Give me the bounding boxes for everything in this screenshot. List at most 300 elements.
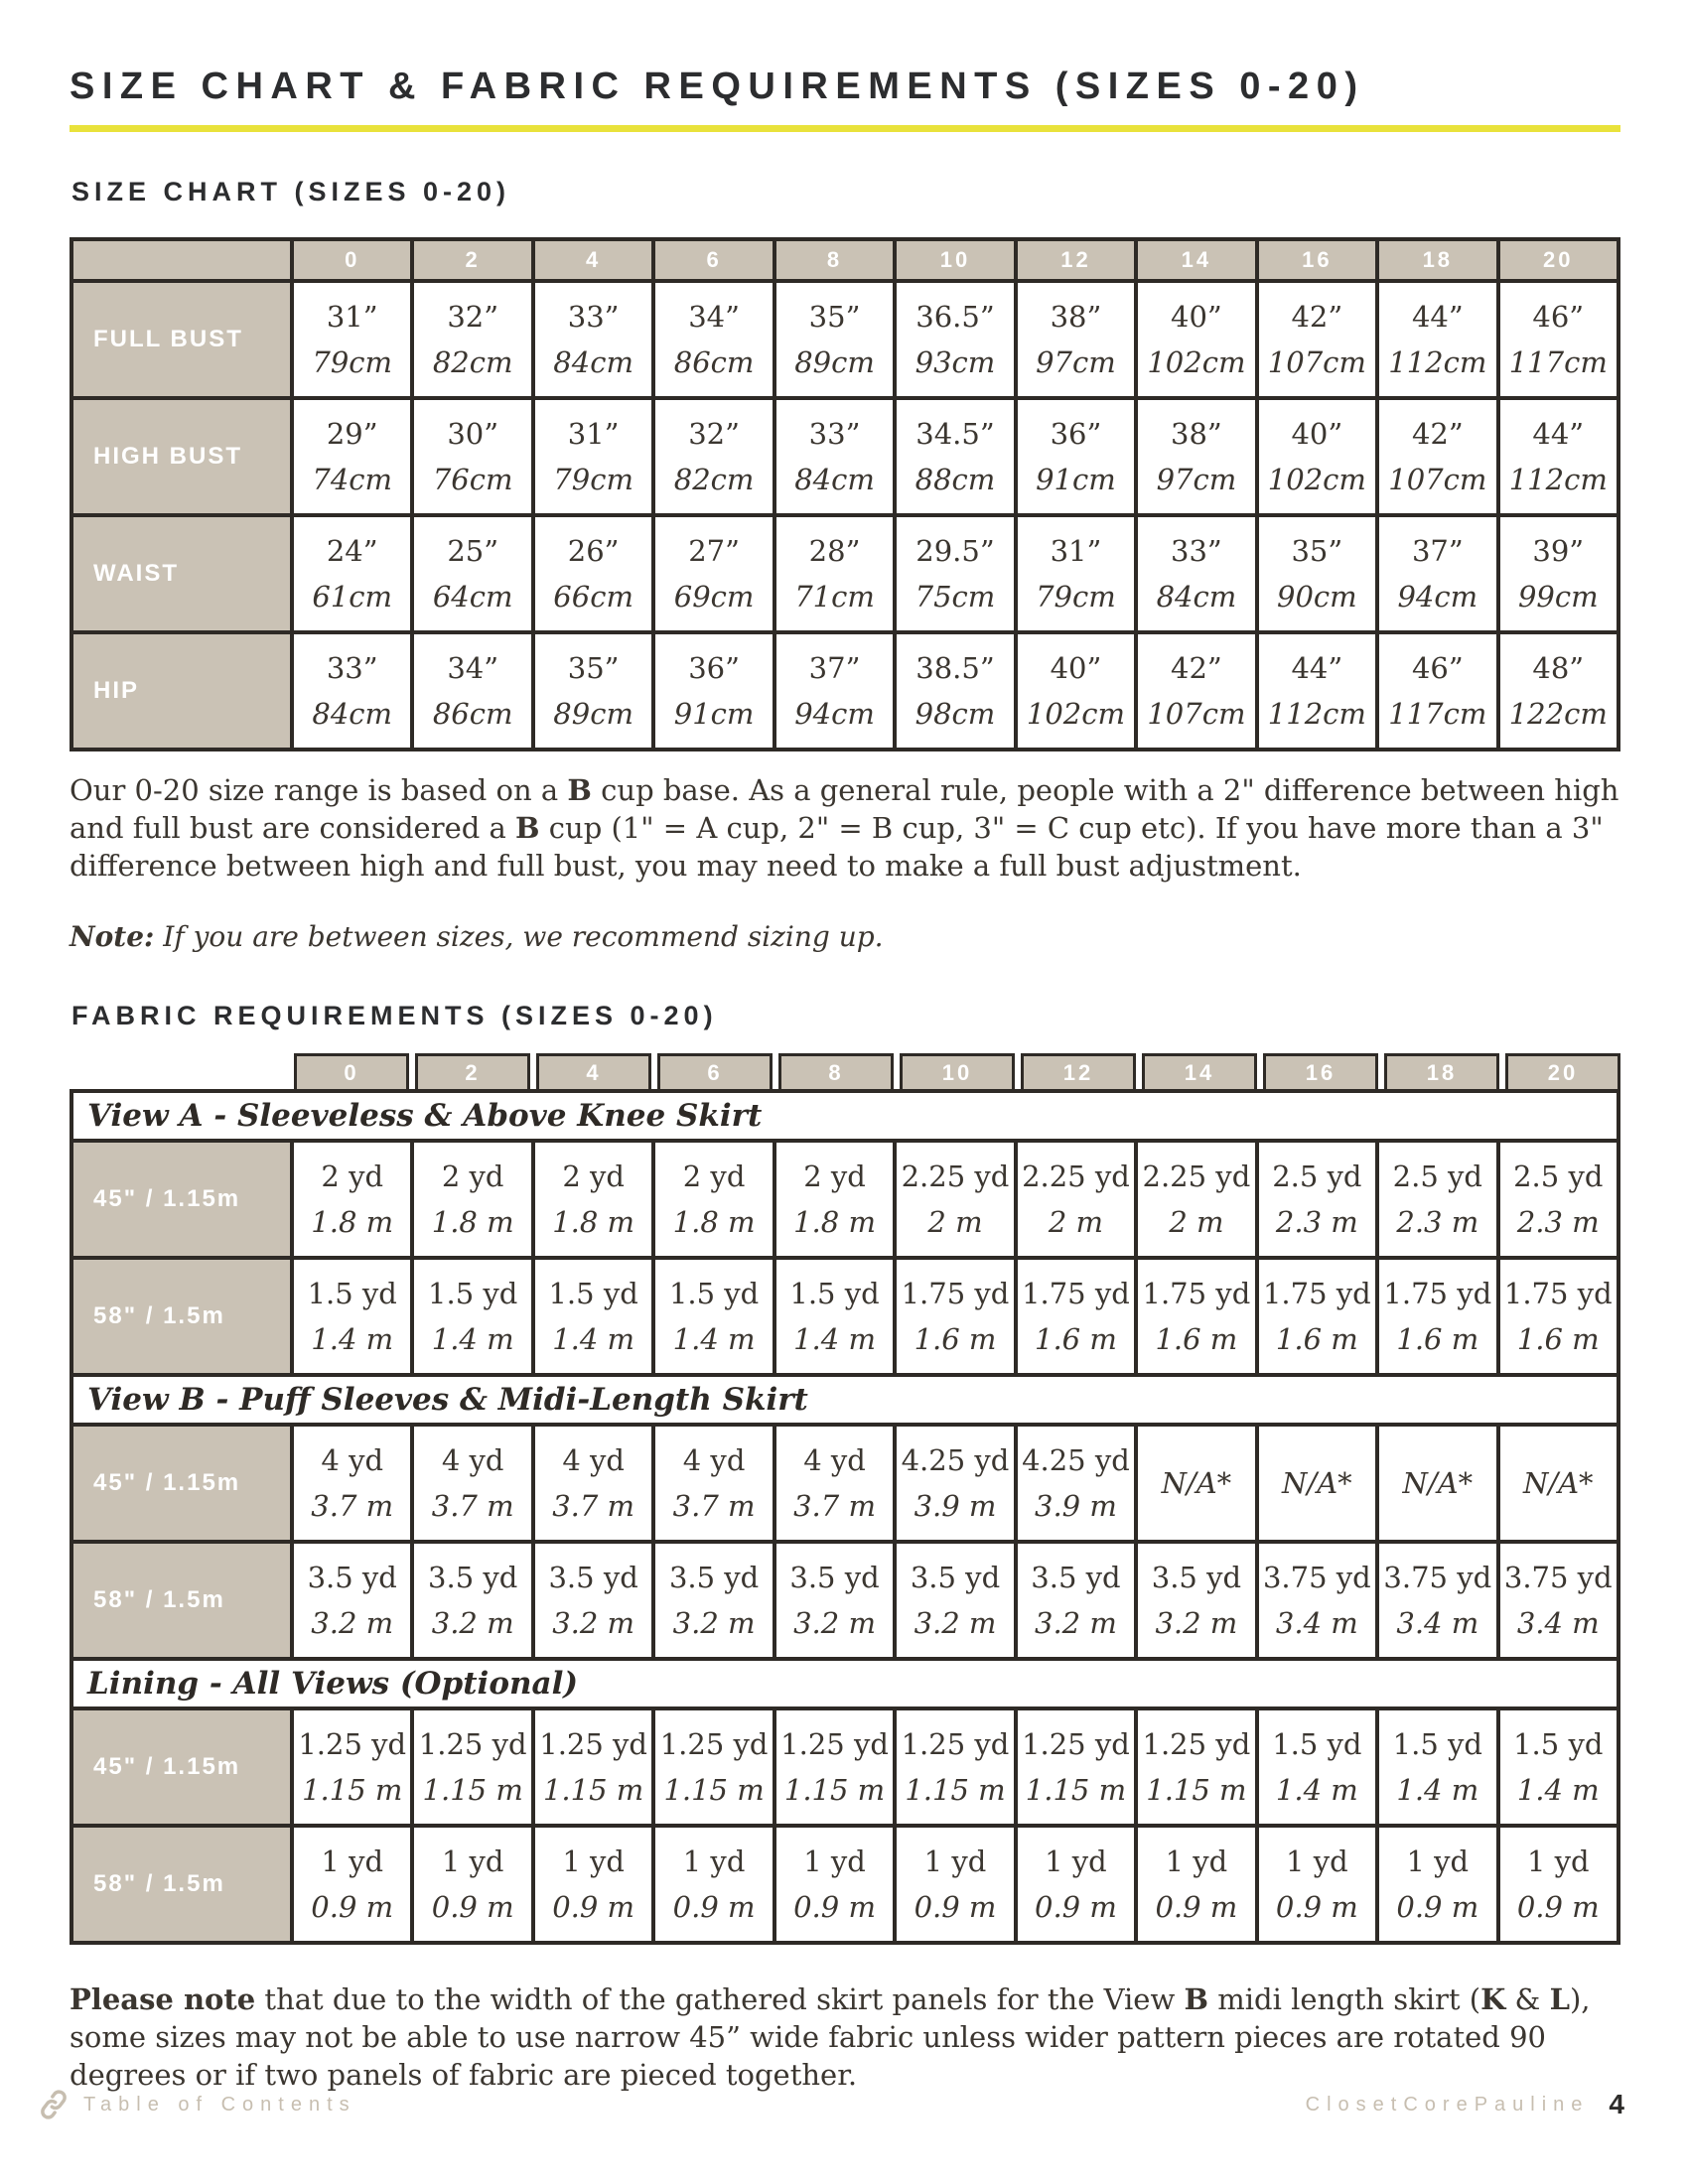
inches-value: 28” bbox=[808, 533, 861, 568]
fabric-yardage-cell bbox=[1136, 1258, 1256, 1375]
fabric-yardage-cell bbox=[1377, 1708, 1497, 1826]
yards-value: 1.5 yd bbox=[668, 1276, 760, 1310]
text-run: cup base. As a general rule, people with a 2" difference between high and full bust are considered a bbox=[70, 773, 1619, 845]
inches-value: 37” bbox=[1411, 533, 1464, 568]
measurement-cell bbox=[292, 398, 412, 515]
measurement-cell bbox=[533, 398, 653, 515]
meters-value: 0.9 m bbox=[431, 1889, 514, 1924]
yards-value: 1.75 yd bbox=[1022, 1276, 1130, 1310]
fabric-yardage-cell bbox=[774, 1258, 895, 1375]
measurement-cell bbox=[533, 632, 653, 750]
cm-value: 84cm bbox=[553, 344, 633, 379]
measurement-cell bbox=[412, 398, 532, 515]
meters-value: 2 m bbox=[1169, 1204, 1224, 1239]
measurement-cell bbox=[774, 515, 895, 632]
measurement-cell bbox=[1498, 281, 1618, 398]
bold-text-run: B bbox=[567, 773, 592, 807]
measurement-cell bbox=[653, 281, 774, 398]
fabric-size-column-header: 16 bbox=[1263, 1053, 1378, 1089]
fabric-yardage-cell bbox=[1257, 1826, 1377, 1943]
fabric-yardage-cell bbox=[653, 1826, 774, 1943]
yards-value: 2.5 yd bbox=[1272, 1159, 1362, 1193]
fabric-yardage-cell bbox=[1377, 1542, 1497, 1659]
meters-value: 3.9 m bbox=[914, 1488, 997, 1523]
yards-value: 1 yd bbox=[321, 1843, 384, 1878]
measurement-cell bbox=[533, 281, 653, 398]
fabric-yardage-cell bbox=[1377, 1141, 1497, 1258]
sizing-note bbox=[70, 920, 1620, 953]
fabric-yardage-cell bbox=[292, 1708, 412, 1826]
fabric-yardage-cell bbox=[1016, 1826, 1136, 1943]
table-of-contents-label: Table of Contents bbox=[83, 2093, 356, 2116]
meters-value: 3.2 m bbox=[672, 1605, 756, 1640]
yards-value: 1.5 yd bbox=[307, 1276, 397, 1310]
yards-value: 1 yd bbox=[562, 1843, 625, 1878]
cm-value: 79cm bbox=[1036, 579, 1116, 614]
meters-value: 1.8 m bbox=[552, 1204, 635, 1239]
inches-value: 31” bbox=[326, 299, 378, 334]
meters-value: 1.15 m bbox=[905, 1772, 1006, 1807]
yards-value: 2 yd bbox=[321, 1159, 384, 1193]
meters-value: 1.6 m bbox=[1155, 1321, 1238, 1356]
yards-value: 3.5 yd bbox=[307, 1560, 397, 1594]
fabric-width-label: 45" / 1.15m bbox=[71, 1141, 292, 1258]
size-chart-corner-cell bbox=[71, 239, 292, 281]
size-chart-header-row bbox=[71, 239, 1618, 281]
meters-value: 1.4 m bbox=[1396, 1772, 1479, 1807]
meters-value: 2 m bbox=[1048, 1204, 1104, 1239]
yards-value: 4 yd bbox=[682, 1442, 746, 1477]
cm-value: 98cm bbox=[914, 696, 996, 731]
meters-value: 3.2 m bbox=[431, 1605, 514, 1640]
fabric-yardage-cell bbox=[1377, 1258, 1497, 1375]
yards-value: 1 yd bbox=[682, 1843, 746, 1878]
fabric-yardage-cell bbox=[1257, 1258, 1377, 1375]
inches-value: 33” bbox=[326, 650, 378, 685]
inches-value: 46” bbox=[1411, 650, 1464, 685]
text-run: Our 0-20 size range is based on a bbox=[70, 773, 568, 807]
yards-value: 1.25 yd bbox=[539, 1726, 647, 1761]
cm-value: 84cm bbox=[312, 696, 393, 731]
meters-value: 2 m bbox=[927, 1204, 983, 1239]
measurement-cell bbox=[1377, 398, 1497, 515]
fabric-yardage-cell bbox=[1257, 1542, 1377, 1659]
meters-value: 1.15 m bbox=[663, 1772, 765, 1807]
fabric-section-header-row bbox=[71, 1659, 1618, 1708]
meters-value: 3.7 m bbox=[552, 1488, 635, 1523]
meters-value: 2.3 m bbox=[1516, 1204, 1600, 1239]
measurement-cell bbox=[1257, 515, 1377, 632]
measurement-cell bbox=[1377, 632, 1497, 750]
inches-value: 27” bbox=[688, 533, 740, 568]
yards-value: 1 yd bbox=[441, 1843, 504, 1878]
fabric-width-label: 45" / 1.15m bbox=[71, 1425, 292, 1542]
yards-value: 3.5 yd bbox=[789, 1560, 880, 1594]
fabric-yardage-cell bbox=[653, 1708, 774, 1826]
size-chart-table bbox=[70, 237, 1620, 751]
inches-value: 37” bbox=[808, 650, 861, 685]
fabric-yardage-cell bbox=[412, 1542, 532, 1659]
yards-value: 1 yd bbox=[1526, 1843, 1590, 1878]
measurement-cell bbox=[774, 398, 895, 515]
fabric-size-column-header: 6 bbox=[657, 1053, 773, 1089]
cm-value: 112cm bbox=[1267, 696, 1366, 731]
meters-value: 1.4 m bbox=[672, 1321, 756, 1356]
measurement-cell bbox=[292, 632, 412, 750]
yards-value: 1.25 yd bbox=[901, 1726, 1010, 1761]
yards-value: 1.75 yd bbox=[1383, 1276, 1492, 1310]
please-note-paragraph bbox=[70, 1980, 1620, 2094]
link-icon bbox=[36, 2087, 71, 2122]
inches-value: 36.5” bbox=[915, 299, 995, 334]
inches-value: 44” bbox=[1532, 416, 1585, 451]
cm-value: 66cm bbox=[553, 579, 633, 614]
fabric-width-label: 58" / 1.5m bbox=[71, 1826, 292, 1943]
meters-value: 1.6 m bbox=[1275, 1321, 1358, 1356]
yards-value: 2 yd bbox=[441, 1159, 504, 1193]
meters-value: 3.2 m bbox=[311, 1605, 394, 1640]
fabric-width-label: 58" / 1.5m bbox=[71, 1258, 292, 1375]
not-available-value: N/A* bbox=[1522, 1465, 1594, 1500]
meters-value: 3.4 m bbox=[1275, 1605, 1358, 1640]
fabric-yardage-cell bbox=[1257, 1708, 1377, 1826]
fabric-yardage-cell bbox=[1136, 1141, 1256, 1258]
fabric-yardage-cell bbox=[412, 1141, 532, 1258]
yards-value: 2.5 yd bbox=[1513, 1159, 1604, 1193]
not-available-value: N/A* bbox=[1402, 1465, 1474, 1500]
fabric-size-column-header: 18 bbox=[1384, 1053, 1499, 1089]
meters-value: 1.4 m bbox=[1275, 1772, 1358, 1807]
fabric-yardage-cell bbox=[774, 1425, 895, 1542]
meters-value: 1.15 m bbox=[783, 1772, 886, 1807]
yards-value: 1.25 yd bbox=[298, 1726, 407, 1761]
text-run: cup (1" = A cup, 2" = B cup, 3" = C cup etc). If you have more than a 3" difference between high and full bust, you may need to make a full bust adjustment. bbox=[70, 811, 1604, 883]
measurement-label: HIP bbox=[71, 632, 292, 750]
yards-value: 3.75 yd bbox=[1262, 1560, 1371, 1594]
fabric-yardage-cell bbox=[412, 1258, 532, 1375]
cm-value: 97cm bbox=[1036, 344, 1116, 379]
inches-value: 40” bbox=[1050, 650, 1102, 685]
inches-value: 39” bbox=[1532, 533, 1585, 568]
meters-value: 1.4 m bbox=[552, 1321, 635, 1356]
bold-text-run: B bbox=[515, 811, 540, 845]
measurement-cell bbox=[1016, 515, 1136, 632]
fabric-yardage-cell bbox=[1498, 1542, 1618, 1659]
inches-value: 35” bbox=[567, 650, 620, 685]
fabric-yardage-cell bbox=[1016, 1542, 1136, 1659]
fabric-yardage-cell bbox=[774, 1542, 895, 1659]
inches-value: 33” bbox=[808, 416, 861, 451]
meters-value: 1.15 m bbox=[542, 1772, 644, 1807]
inches-value: 35” bbox=[1291, 533, 1343, 568]
measurement-cell bbox=[1498, 398, 1618, 515]
meters-value: 1.6 m bbox=[1396, 1321, 1479, 1356]
size-chart-body bbox=[71, 281, 1618, 750]
cm-value: 88cm bbox=[914, 462, 996, 496]
fabric-yardage-cell bbox=[895, 1258, 1015, 1375]
inches-value: 26” bbox=[567, 533, 620, 568]
fabric-yardage-cell bbox=[653, 1425, 774, 1542]
measurement-cell bbox=[1257, 398, 1377, 515]
cm-value: 89cm bbox=[794, 344, 875, 379]
fabric-row bbox=[71, 1141, 1618, 1258]
cm-value: 79cm bbox=[553, 462, 633, 496]
measurement-cell bbox=[1136, 515, 1256, 632]
cm-value: 91cm bbox=[1036, 462, 1116, 496]
measurement-cell bbox=[653, 398, 774, 515]
fabric-yardage-cell bbox=[412, 1425, 532, 1542]
meters-value: 3.7 m bbox=[311, 1488, 394, 1523]
fabric-size-column-header: 12 bbox=[1021, 1053, 1136, 1089]
fabric-yardage-cell bbox=[412, 1708, 532, 1826]
cm-value: 117cm bbox=[1388, 696, 1487, 731]
measurement-cell bbox=[1377, 515, 1497, 632]
inches-value: 33” bbox=[1171, 533, 1222, 568]
yards-value: 1.75 yd bbox=[1142, 1276, 1251, 1310]
sizing-note-text: If you are between sizes, we recommend sizing up. bbox=[163, 920, 884, 953]
bold-text-run: L bbox=[1549, 1982, 1570, 2016]
meters-value: 3.9 m bbox=[1035, 1488, 1117, 1523]
inches-value: 44” bbox=[1291, 650, 1343, 685]
yards-value: 3.5 yd bbox=[428, 1560, 518, 1594]
inches-value: 46” bbox=[1532, 299, 1585, 334]
measurement-cell bbox=[1016, 398, 1136, 515]
measurement-cell bbox=[1136, 281, 1256, 398]
table-of-contents-link[interactable] bbox=[38, 2089, 356, 2120]
fabric-section-header-row bbox=[71, 1091, 1618, 1141]
yards-value: 4 yd bbox=[321, 1442, 384, 1477]
fabric-yardage-cell bbox=[292, 1826, 412, 1943]
cm-value: 107cm bbox=[1388, 462, 1487, 496]
meters-value: 3.2 m bbox=[793, 1605, 876, 1640]
yards-value: 1.25 yd bbox=[1022, 1726, 1130, 1761]
fabric-row bbox=[71, 1708, 1618, 1826]
fabric-size-column-header: 14 bbox=[1142, 1053, 1257, 1089]
measurement-label: WAIST bbox=[71, 515, 292, 632]
meters-value: 0.9 m bbox=[552, 1889, 635, 1924]
size-chart-row bbox=[71, 398, 1618, 515]
inches-value: 32” bbox=[447, 299, 499, 334]
yards-value: 3.5 yd bbox=[1151, 1560, 1242, 1594]
inches-value: 48” bbox=[1532, 650, 1585, 685]
inches-value: 34” bbox=[447, 650, 499, 685]
yards-value: 1.25 yd bbox=[659, 1726, 769, 1761]
yards-value: 1 yd bbox=[803, 1843, 866, 1878]
size-chart-section bbox=[70, 177, 1620, 953]
inches-value: 42” bbox=[1171, 650, 1222, 685]
inches-value: 30” bbox=[447, 416, 499, 451]
inches-value: 29” bbox=[326, 416, 378, 451]
cm-value: 76cm bbox=[432, 462, 513, 496]
meters-value: 3.2 m bbox=[552, 1605, 635, 1640]
size-column-header: 20 bbox=[1498, 239, 1618, 281]
fabric-width-label: 58" / 1.5m bbox=[71, 1542, 292, 1659]
cm-value: 117cm bbox=[1508, 344, 1608, 379]
size-column-header: 18 bbox=[1377, 239, 1497, 281]
cm-value: 71cm bbox=[794, 579, 875, 614]
fabric-yardage-cell bbox=[774, 1826, 895, 1943]
meters-value: 1.4 m bbox=[431, 1321, 514, 1356]
yards-value: 1.5 yd bbox=[789, 1276, 880, 1310]
footer-brand bbox=[1306, 2089, 1624, 2120]
meters-value: 1.4 m bbox=[793, 1321, 876, 1356]
size-column-header: 0 bbox=[292, 239, 412, 281]
inches-value: 34.5” bbox=[915, 416, 995, 451]
cm-value: 91cm bbox=[673, 696, 755, 731]
meters-value: 0.9 m bbox=[1035, 1889, 1117, 1924]
fabric-size-column-header: 20 bbox=[1505, 1053, 1620, 1089]
size-chart-heading: SIZE CHART (SIZES 0-20) bbox=[71, 177, 511, 206]
meters-value: 0.9 m bbox=[672, 1889, 756, 1924]
meters-value: 1.6 m bbox=[914, 1321, 997, 1356]
measurement-cell bbox=[895, 398, 1015, 515]
inches-value: 33” bbox=[567, 299, 620, 334]
yards-value: 2.25 yd bbox=[1022, 1159, 1130, 1193]
meters-value: 3.4 m bbox=[1396, 1605, 1479, 1640]
cm-value: 84cm bbox=[794, 462, 875, 496]
fabric-yardage-cell bbox=[1016, 1258, 1136, 1375]
meters-value: 1.8 m bbox=[431, 1204, 514, 1239]
fabric-yardage-cell bbox=[1498, 1258, 1618, 1375]
fabric-yardage-cell bbox=[1136, 1425, 1256, 1542]
meters-value: 1.15 m bbox=[422, 1772, 523, 1807]
fabric-size-header-row bbox=[70, 1053, 1620, 1089]
page-footer bbox=[0, 2089, 1688, 2120]
yards-value: 1.75 yd bbox=[1503, 1276, 1613, 1310]
cm-value: 61cm bbox=[312, 579, 393, 614]
title-underline bbox=[70, 125, 1620, 132]
inches-value: 40” bbox=[1171, 299, 1222, 334]
measurement-cell bbox=[1136, 632, 1256, 750]
yards-value: 2 yd bbox=[803, 1159, 866, 1193]
measurement-cell bbox=[774, 281, 895, 398]
fabric-yardage-cell bbox=[412, 1826, 532, 1943]
size-chart-row bbox=[71, 515, 1618, 632]
inches-value: 38.5” bbox=[915, 650, 995, 685]
fabric-table-body bbox=[71, 1091, 1618, 1943]
fabric-size-column-header: 2 bbox=[415, 1053, 530, 1089]
yards-value: 1.25 yd bbox=[1142, 1726, 1251, 1761]
inches-value: 32” bbox=[688, 416, 740, 451]
meters-value: 1.6 m bbox=[1516, 1321, 1600, 1356]
cm-value: 82cm bbox=[673, 462, 755, 496]
size-chart-row bbox=[71, 632, 1618, 750]
yards-value: 2.25 yd bbox=[901, 1159, 1010, 1193]
yards-value: 1 yd bbox=[923, 1843, 987, 1878]
cm-value: 102cm bbox=[1026, 696, 1125, 731]
text-run: & bbox=[1505, 1982, 1550, 2016]
yards-value: 4.25 yd bbox=[901, 1442, 1010, 1477]
fabric-yardage-cell bbox=[533, 1826, 653, 1943]
measurement-cell bbox=[1498, 632, 1618, 750]
fabric-row bbox=[71, 1258, 1618, 1375]
yards-value: 1 yd bbox=[1045, 1843, 1107, 1878]
cm-value: 90cm bbox=[1277, 579, 1357, 614]
meters-value: 1.6 m bbox=[1035, 1321, 1117, 1356]
measurement-cell bbox=[1377, 281, 1497, 398]
cm-value: 94cm bbox=[794, 696, 875, 731]
inches-value: 40” bbox=[1291, 416, 1343, 451]
page-number: 4 bbox=[1609, 2089, 1624, 2119]
yards-value: 2.5 yd bbox=[1392, 1159, 1482, 1193]
fabric-yardage-cell bbox=[895, 1141, 1015, 1258]
meters-value: 1.15 m bbox=[302, 1772, 403, 1807]
inches-value: 31” bbox=[1050, 533, 1102, 568]
cm-value: 64cm bbox=[432, 579, 513, 614]
size-column-header: 4 bbox=[533, 239, 653, 281]
measurement-cell bbox=[774, 632, 895, 750]
fabric-section-title: Lining - All Views (Optional) bbox=[71, 1659, 1618, 1708]
yards-value: 1.5 yd bbox=[548, 1276, 638, 1310]
inches-value: 42” bbox=[1291, 299, 1343, 334]
measurement-label: FULL BUST bbox=[71, 281, 292, 398]
cm-value: 84cm bbox=[1156, 579, 1237, 614]
yards-value: 1.75 yd bbox=[901, 1276, 1010, 1310]
meters-value: 0.9 m bbox=[793, 1889, 876, 1924]
yards-value: 4.25 yd bbox=[1022, 1442, 1130, 1477]
fabric-yardage-cell bbox=[1498, 1826, 1618, 1943]
yards-value: 1 yd bbox=[1406, 1843, 1470, 1878]
yards-value: 1.5 yd bbox=[428, 1276, 518, 1310]
measurement-cell bbox=[1257, 281, 1377, 398]
fabric-size-column-header: 8 bbox=[778, 1053, 894, 1089]
fabric-yardage-cell bbox=[653, 1258, 774, 1375]
fabric-yardage-cell bbox=[1377, 1425, 1497, 1542]
fabric-yardage-cell bbox=[1016, 1708, 1136, 1826]
fabric-requirements-heading: FABRIC REQUIREMENTS (SIZES 0-20) bbox=[71, 1001, 718, 1030]
fabric-yardage-cell bbox=[533, 1258, 653, 1375]
fabric-requirements-section bbox=[70, 1001, 1620, 1945]
meters-value: 3.2 m bbox=[914, 1605, 997, 1640]
fabric-yardage-cell bbox=[1016, 1425, 1136, 1542]
meters-value: 1.15 m bbox=[1025, 1772, 1127, 1807]
yards-value: 4 yd bbox=[562, 1442, 625, 1477]
cm-value: 107cm bbox=[1267, 344, 1366, 379]
meters-value: 1.15 m bbox=[1146, 1772, 1247, 1807]
measurement-cell bbox=[1016, 632, 1136, 750]
measurement-cell bbox=[292, 281, 412, 398]
not-available-value: N/A* bbox=[1161, 1465, 1232, 1500]
fabric-size-column-header: 4 bbox=[536, 1053, 651, 1089]
inches-value: 29.5” bbox=[915, 533, 995, 568]
yards-value: 3.75 yd bbox=[1383, 1560, 1492, 1594]
bold-text-run: B bbox=[1184, 1982, 1209, 2016]
yards-value: 1.75 yd bbox=[1262, 1276, 1371, 1310]
fabric-yardage-cell bbox=[1257, 1425, 1377, 1542]
yards-value: 1.25 yd bbox=[780, 1726, 889, 1761]
fabric-section-header-row bbox=[71, 1375, 1618, 1425]
measurement-cell bbox=[653, 515, 774, 632]
text-run: ), some sizes may not be able to use narrow 45” wide fabric unless wider pattern pieces are rotated 90 degrees or if two panels of fabric are pieced together. bbox=[70, 1982, 1591, 2092]
meters-value: 0.9 m bbox=[1155, 1889, 1238, 1924]
inches-value: 38” bbox=[1050, 299, 1102, 334]
cm-value: 75cm bbox=[914, 579, 996, 614]
inches-value: 42” bbox=[1411, 416, 1464, 451]
measurement-cell bbox=[895, 281, 1015, 398]
yards-value: 3.75 yd bbox=[1503, 1560, 1613, 1594]
meters-value: 1.4 m bbox=[1516, 1772, 1600, 1807]
yards-value: 3.5 yd bbox=[1031, 1560, 1121, 1594]
bold-text-run: K bbox=[1480, 1982, 1506, 2016]
inches-value: 31” bbox=[567, 416, 620, 451]
fabric-section-title: View B - Puff Sleeves & Midi-Length Skirt bbox=[71, 1375, 1618, 1425]
cm-value: 86cm bbox=[673, 344, 755, 379]
cm-value: 107cm bbox=[1147, 696, 1246, 731]
fabric-yardage-cell bbox=[1498, 1708, 1618, 1826]
meters-value: 1.8 m bbox=[672, 1204, 756, 1239]
meters-value: 1.8 m bbox=[311, 1204, 394, 1239]
fabric-yardage-cell bbox=[895, 1708, 1015, 1826]
